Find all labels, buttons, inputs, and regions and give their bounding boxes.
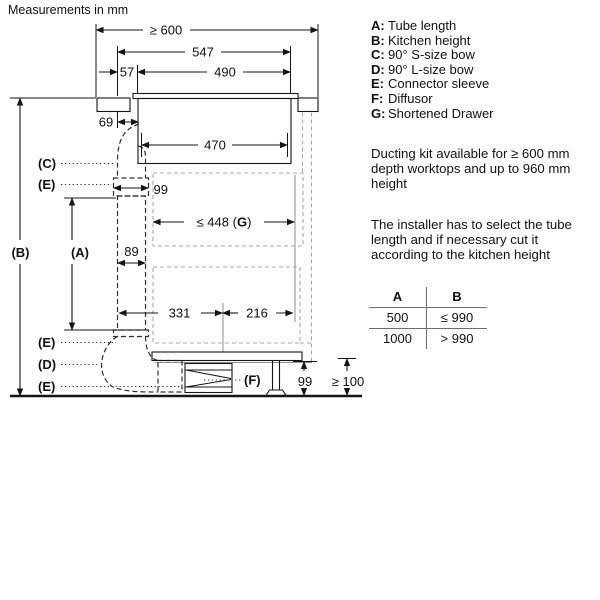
- table-cell: ≤ 990: [426, 308, 487, 328]
- ref-A: (A): [70, 245, 90, 260]
- legend-item: E: Connector sleeve: [371, 76, 490, 92]
- dim-min-h100: ≥ 100: [331, 374, 365, 389]
- dim-drawer-448: ≤ 448 (G): [196, 214, 252, 230]
- part-reference-labels: [11, 156, 260, 394]
- note-installer: The installer has to select the tube length and if necessary cut it according to the kitchen height: [371, 217, 572, 262]
- dim-min-width: ≥ 600: [149, 22, 183, 38]
- table-header-row: [369, 287, 487, 308]
- legend-item: A: Tube length: [371, 18, 457, 33]
- dim-sleeve-99: 99: [153, 182, 168, 197]
- leader-lines: [61, 164, 241, 387]
- ref-E-top: (E): [38, 177, 56, 192]
- dim-57: 57: [119, 64, 135, 80]
- table-row: [369, 329, 487, 349]
- note-ducting-kit: Ducting kit available for ≥ 600 mm depth worktops and up to 960 mm height: [371, 146, 571, 191]
- tube-length-table: [369, 287, 487, 349]
- ref-F: (F): [244, 372, 261, 388]
- dim-470: 470: [204, 137, 226, 153]
- legend-item: B: Kitchen height: [371, 32, 471, 48]
- table-cell: 500: [386, 310, 409, 325]
- table-cell: > 990: [426, 329, 487, 349]
- ref-C: (C): [38, 156, 57, 171]
- parts-legend: [371, 19, 494, 121]
- table-row: [369, 308, 487, 329]
- legend-item: D: 90° L-size bow: [371, 61, 474, 77]
- dim-h99: 99: [297, 374, 313, 389]
- ref-B: (B): [11, 245, 30, 260]
- page-title: Measurements in mm: [8, 3, 129, 17]
- dimension-labels: [99, 23, 364, 390]
- legend-item: F: Diffusor: [371, 90, 433, 106]
- table-cell: 1000: [383, 331, 412, 346]
- diffusor: [185, 364, 232, 393]
- ref-D: (D): [38, 357, 57, 372]
- legend-item: G: Shortened Drawer: [371, 105, 494, 121]
- ref-E-mid: (E): [38, 335, 56, 350]
- legend-item: C: 90° S-size bow: [371, 47, 475, 63]
- table-header-B: B: [426, 287, 487, 307]
- ref-E-bottom: (E): [38, 379, 56, 394]
- table-header-A: A: [392, 289, 403, 304]
- dim-69: 69: [98, 114, 114, 130]
- dim-331: 331: [168, 305, 191, 321]
- reference-lines: [155, 175, 312, 363]
- hob-unit: [133, 94, 298, 164]
- dim-89: 89: [124, 244, 139, 259]
- cabinet-leg: [266, 361, 286, 396]
- worktop-section: [97, 98, 318, 112]
- dimension-lines: [20, 30, 347, 396]
- dim-547: 547: [192, 44, 214, 60]
- dim-216: 216: [246, 305, 268, 321]
- cabinet-base-panel: [152, 352, 302, 361]
- dim-490: 490: [214, 64, 236, 80]
